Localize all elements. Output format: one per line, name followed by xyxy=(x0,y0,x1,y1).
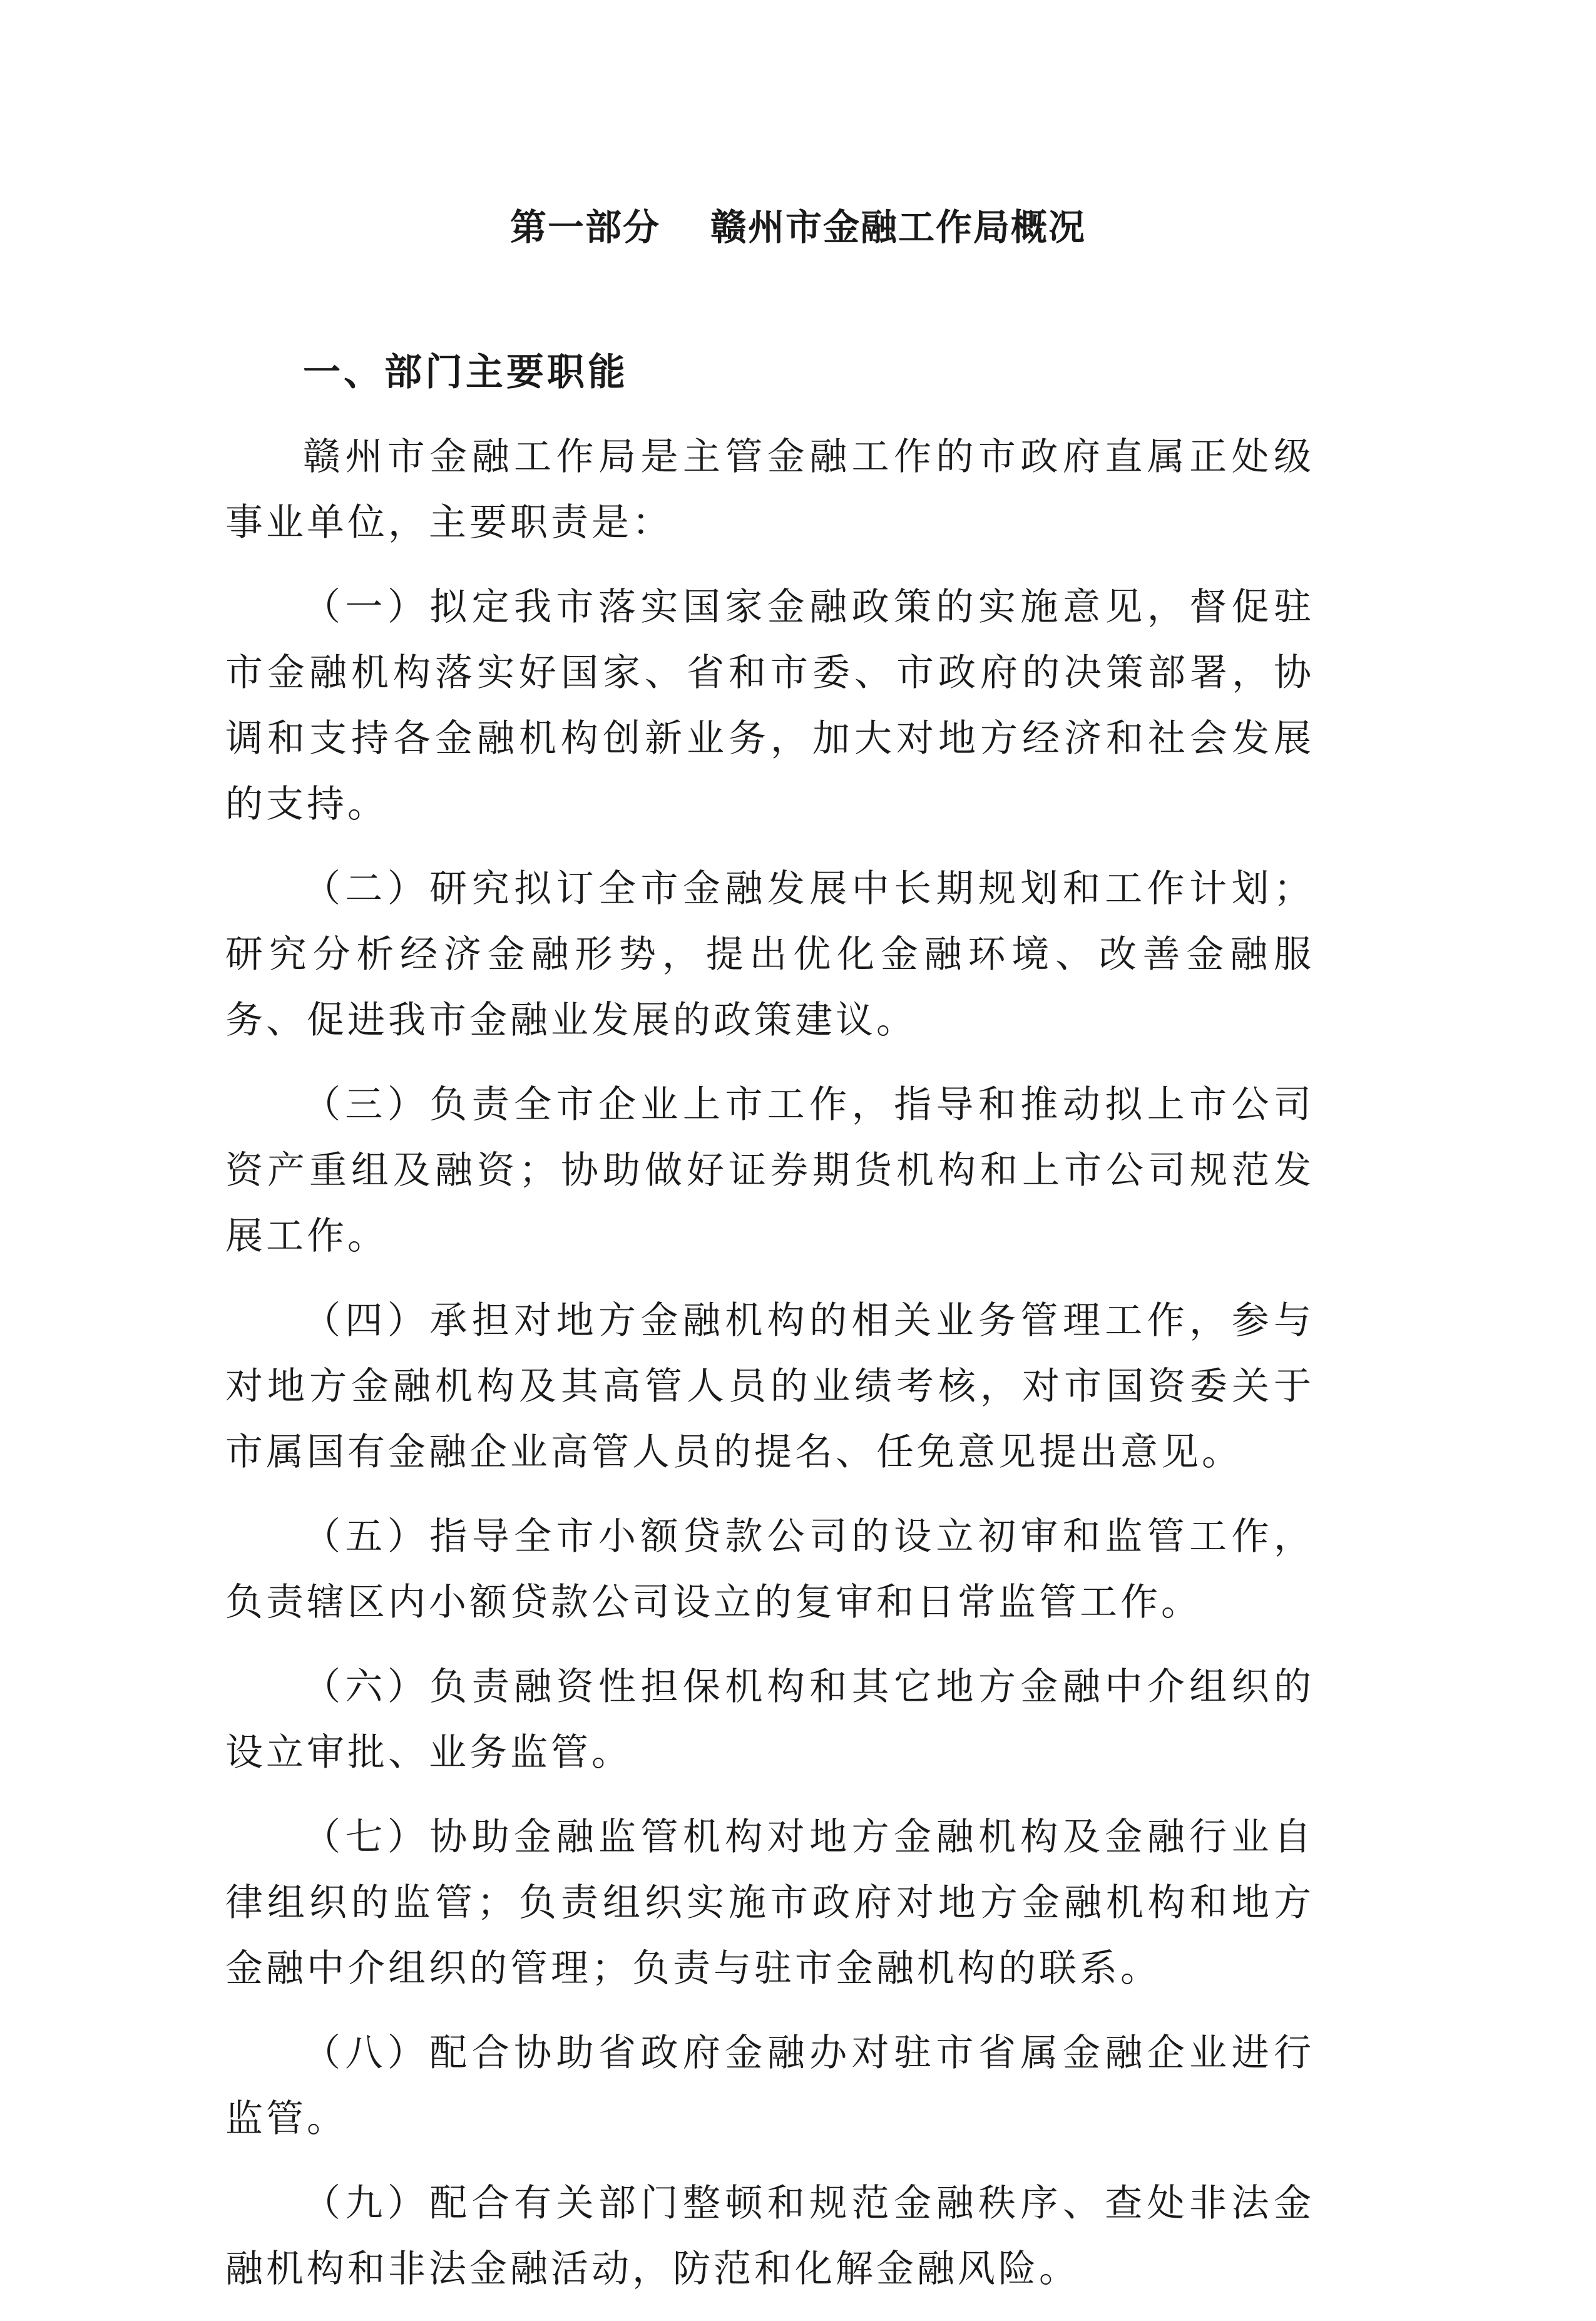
section-heading: 一、部门主要职能 xyxy=(303,351,628,394)
title-part: 第一部分 xyxy=(509,206,660,248)
intro-paragraph: 赣州市金融工作局是主管金融工作的市政府直属正处级事业单位，主要职责是： xyxy=(225,435,1314,545)
duty-item-5: （五）指导全市小额贷款公司的设立初审和监管工作，负责辖区内小额贷款公司设立的复审和日常监管工作。 xyxy=(225,1515,1314,1624)
document-body xyxy=(225,338,1314,2321)
duty-item-9: （九）配合有关部门整顿和规范金融秩序、查处非法金融机构和非法金融活动，防范和化解金融风险。 xyxy=(225,2181,1314,2291)
title-name: 赣州市金融工作局概况 xyxy=(710,206,1087,248)
duty-item-8: （八）配合协助省政府金融办对驻市省属金融企业进行监管。 xyxy=(225,2031,1314,2141)
page-title xyxy=(0,199,1596,255)
duty-item-4: （四）承担对地方金融机构的相关业务管理工作，参与对地方金融机构及其高管人员的业绩考核，对市国资委关于市属国有金融企业高管人员的提名、任免意见提出意见。 xyxy=(225,1299,1314,1474)
duty-item-1: （一）拟定我市落实国家金融政策的实施意见，督促驻市金融机构落实好国家、省和市委、市政府的决策部署，协调和支持各金融机构创新业务，加大对地方经济和社会发展的支持。 xyxy=(225,585,1314,826)
duty-item-3: （三）负责全市企业上市工作，指导和推动拟上市公司资产重组及融资；协助做好证券期货机构和上市公司规范发展工作。 xyxy=(225,1083,1314,1258)
duty-item-7: （七）协助金融监管机构对地方金融机构及金融行业自律组织的监管；负责组织实施市政府对地方金融机构和地方金融中介组织的管理；负责与驻市金融机构的联系。 xyxy=(225,1815,1314,1991)
duty-item-6: （六）负责融资性担保机构和其它地方金融中介组织的设立审批、业务监管。 xyxy=(225,1665,1314,1775)
duty-item-2: （二）研究拟订全市金融发展中长期规划和工作计划；研究分析经济金融形势，提出优化金融环境、改善金融服务、促进我市金融业发展的政策建议。 xyxy=(225,867,1314,1042)
